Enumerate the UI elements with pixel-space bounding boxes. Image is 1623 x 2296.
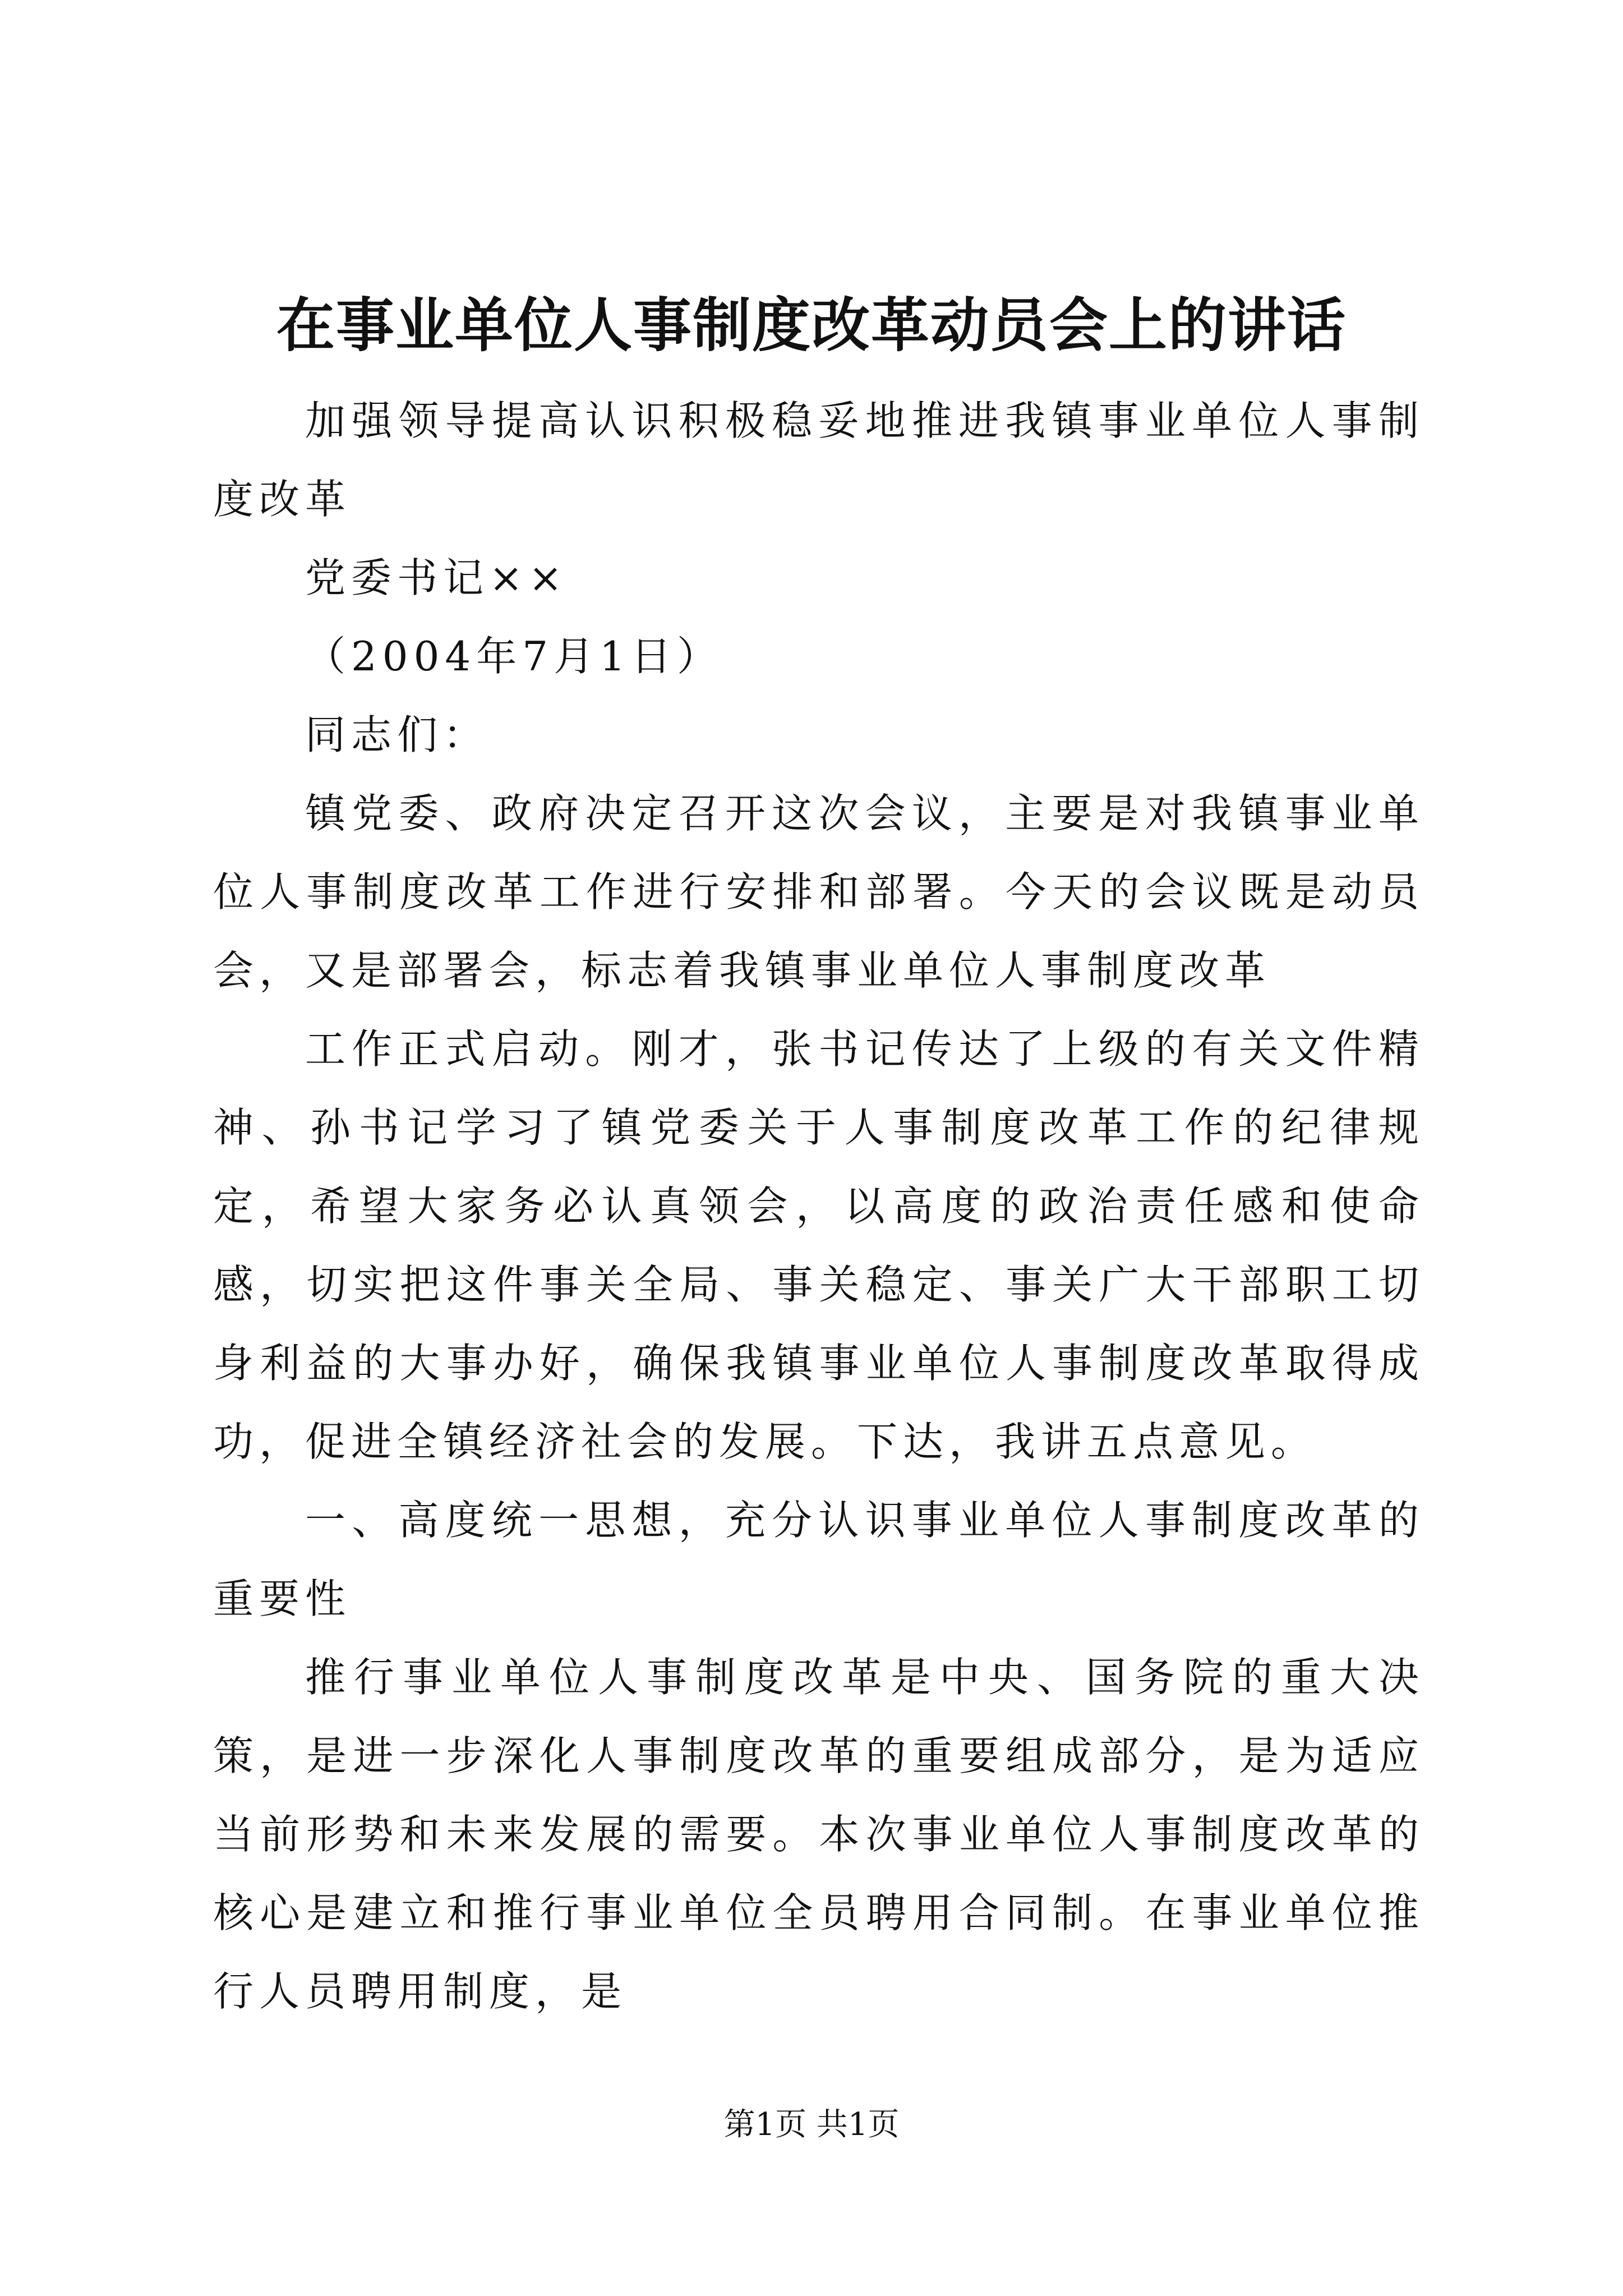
section-heading: 一、高度统一思想，充分认识事业单位人事制度改革的重要性 xyxy=(213,1497,1424,1622)
page-number-footer: 第1页 共1页 xyxy=(723,2106,900,2143)
document-title: 在事业单位人事制度改革动员会上的讲话 xyxy=(276,291,1347,360)
body-paragraph: 工作正式启动。刚才，张书记传达了上级的有关文件精神、孙书记学习了镇党委关于人事制度改革工作的纪律规定，希望大家务必认真领会，以高度的政治责任感和使命感，切实把这件事关全局、事关稳定、事关广大干部职工切身利益的大事办好，确保我镇事业单位人事制度改革取得成功，促进全镇经济社会的发展。下达，我讲五点意见。 xyxy=(213,1025,1424,1465)
salutation: 同志们： xyxy=(305,711,490,758)
body-paragraph: 推行事业单位人事制度改革是中央、国务院的重大决策，是进一步深化人事制度改革的重要组成部分，是为适应当前形势和未来发展的需要。本次事业单位人事制度改革的核心是建立和推行事业单位全员聘用合同制。在事业单位推行人员聘用制度，是 xyxy=(213,1654,1424,2015)
document-body xyxy=(213,381,1424,2031)
body-paragraph: 镇党委、政府决定召开这次会议，主要是对我镇事业单位人事制度改革工作进行安排和部署。今天的会议既是动员会，又是部署会，标志着我镇事业单位人事制度改革 xyxy=(213,790,1424,994)
date-line: （2004年7月1日） xyxy=(305,633,723,680)
speaker-line: 党委书记×× xyxy=(305,554,568,601)
subtitle-paragraph: 加强领导提高认识积极稳妥地推进我镇事业单位人事制度改革 xyxy=(213,397,1424,523)
